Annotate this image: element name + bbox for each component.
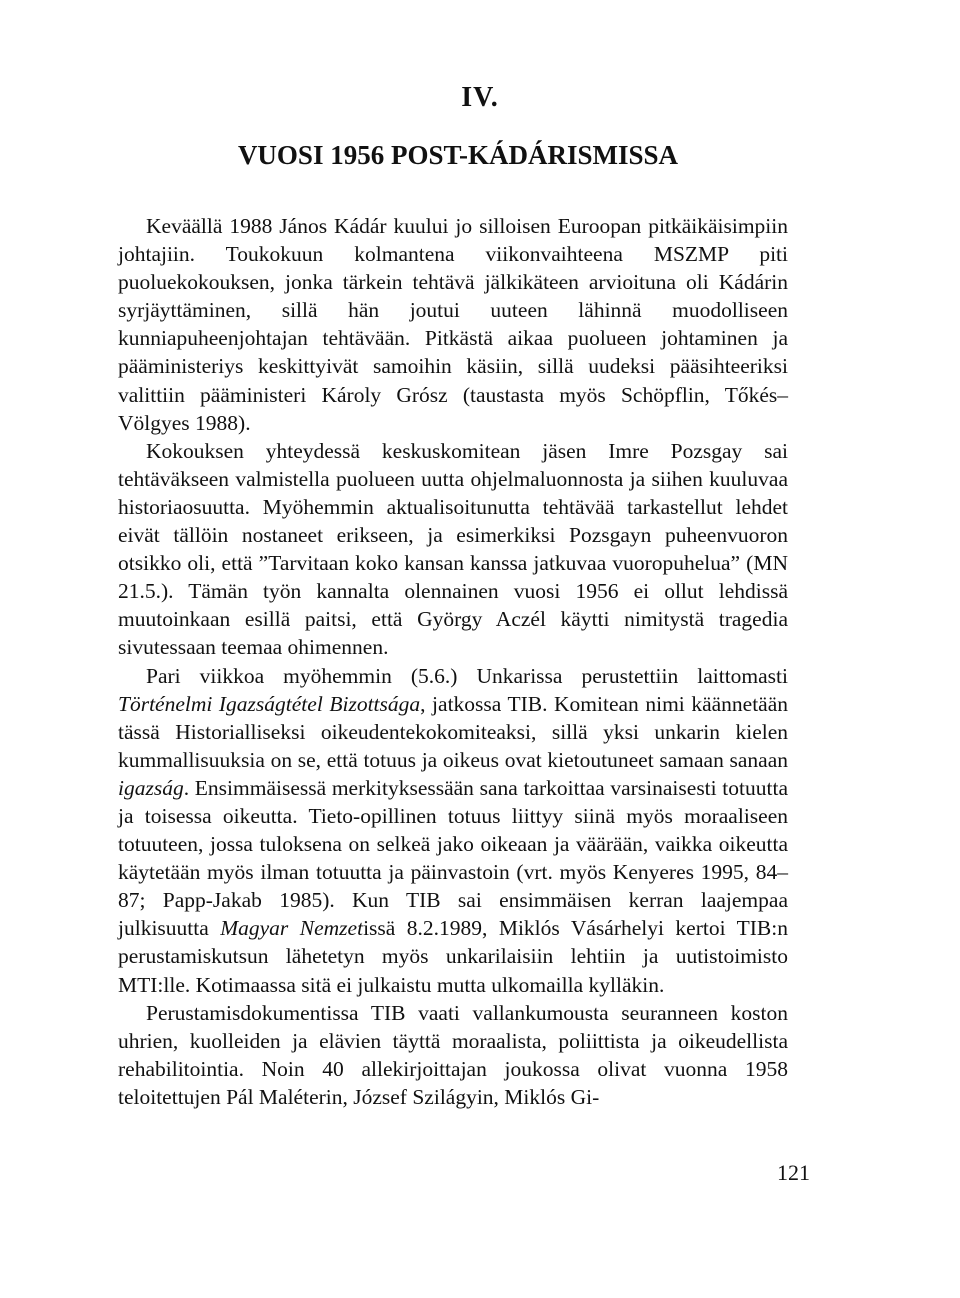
text-segment: Perustamisdokumentissa TIB vaati vallankumousta seuranneen koston uhrien, kuolleiden ja elävien täyttä moraalista, poliittista ja oikeudellista rehabilitointia. Noin 40 allekirjoittajan joukossa olivat vuonna 1958 teloitettujen Pál Maléterin, József Szilágyin, Miklós Gi-: [118, 1000, 788, 1109]
paragraph: [118, 662, 788, 999]
text-segment: . Ensimmäisessä merkityksessään sana tarkoittaa varsinaisesti totuutta ja toisessa oikeutta. Tieto-opillinen totuus liittyy siinä myös moraaliseen totuuteen, jossa tuloksena on selkeä jako oikeaan ja väärään, vaikka oikeutta käytetään myös ilman totuutta ja päinvastoin (vrt. myös Kenyeres 1995, 84–87; Papp-Jakab 1985). Kun TIB sai ensimmäisen kerran laajempaa julkisuutta: [118, 775, 788, 941]
italic-text: igazság: [118, 775, 184, 800]
chapter-title: VUOSI 1956 POST-KÁDÁRISMISSA: [237, 140, 679, 170]
paragraph: [118, 437, 788, 662]
chapter-number: IV.: [461, 82, 499, 113]
italic-text: Történelmi Igazságtétel Bizottsága: [118, 691, 421, 716]
text-segment: Pari viikkoa myöhemmin (5.6.) Unkarissa perustettiin laittomasti: [146, 663, 788, 688]
text-segment: Kokouksen yhteydessä keskuskomitean jäsen Imre Pozsgay sai tehtäväkseen valmistella puolueen uutta ohjelmaluonnosta ja siihen kuuluvaa historiaosuutta. Myöhemmin aktualisoitunutta tehtävää tarkastellut lehdet eivät tällöin nostaneet erikseen, ja esimerkiksi Pozsgayn puheenvuoron otsikko oli, että ”Tarvitaan koko kansan kanssa jatkuvaa vuoropuhelua” (MN 21.5.). Tämän työn kannalta olennainen vuosi 1956 ei ollut lehdissä muutoinkaan esillä paitsi, että György Aczél käytti nimitystä tragedia sivutessaan teemaa ohimennen.: [118, 438, 788, 660]
text-segment: Keväällä 1988 János Kádár kuului jo silloisen Euroopan pitkäikäisimpiin johtajiin. Toukokuun kolmantena viikonvaihteena MSZMP piti puoluekokouksen, jonka tärkein tehtävä jälkikäteen arvioituna oli Kádárin syrjäyttäminen, sillä hän joutui uuteen lähinnä muodolliseen kunniapuheenjohtajan tehtävään. Pitkästä aikaa puolueen johtaminen ja pääministeriys keskittyivät samoihin käsiin, sillä uudeksi pääsihteeriksi valittiin pääministeri Károly Grósz (taustasta myös Schöpflin, Tőkés–Völgyes 1988).: [118, 214, 788, 435]
text-segment: issä 8.2.1989, Miklós Vásárhelyi kertoi TIB:n perustamiskutsun lähetetyn myös unkarilaisiin lehtiin ja uutistoimisto MTI:lle. Kotimaassa sitä ei julkaistu mutta ulkomailla kylläkin.: [118, 916, 788, 997]
paragraph: [118, 999, 788, 1111]
text-segment: , jatkossa TIB. Komitean nimi käännetään tässä Historialliseksi oikeudentekokomiteaksi, sillä yksi unkarin kielen kummallisuuksia on se, että totuus ja oikeus ovat kietoutuneet samaan sanaan: [118, 691, 789, 772]
page-number: 121: [777, 1160, 810, 1185]
paragraph: [118, 212, 788, 437]
italic-text: Magyar Nemzet: [220, 916, 364, 941]
body-text: [118, 212, 788, 1111]
